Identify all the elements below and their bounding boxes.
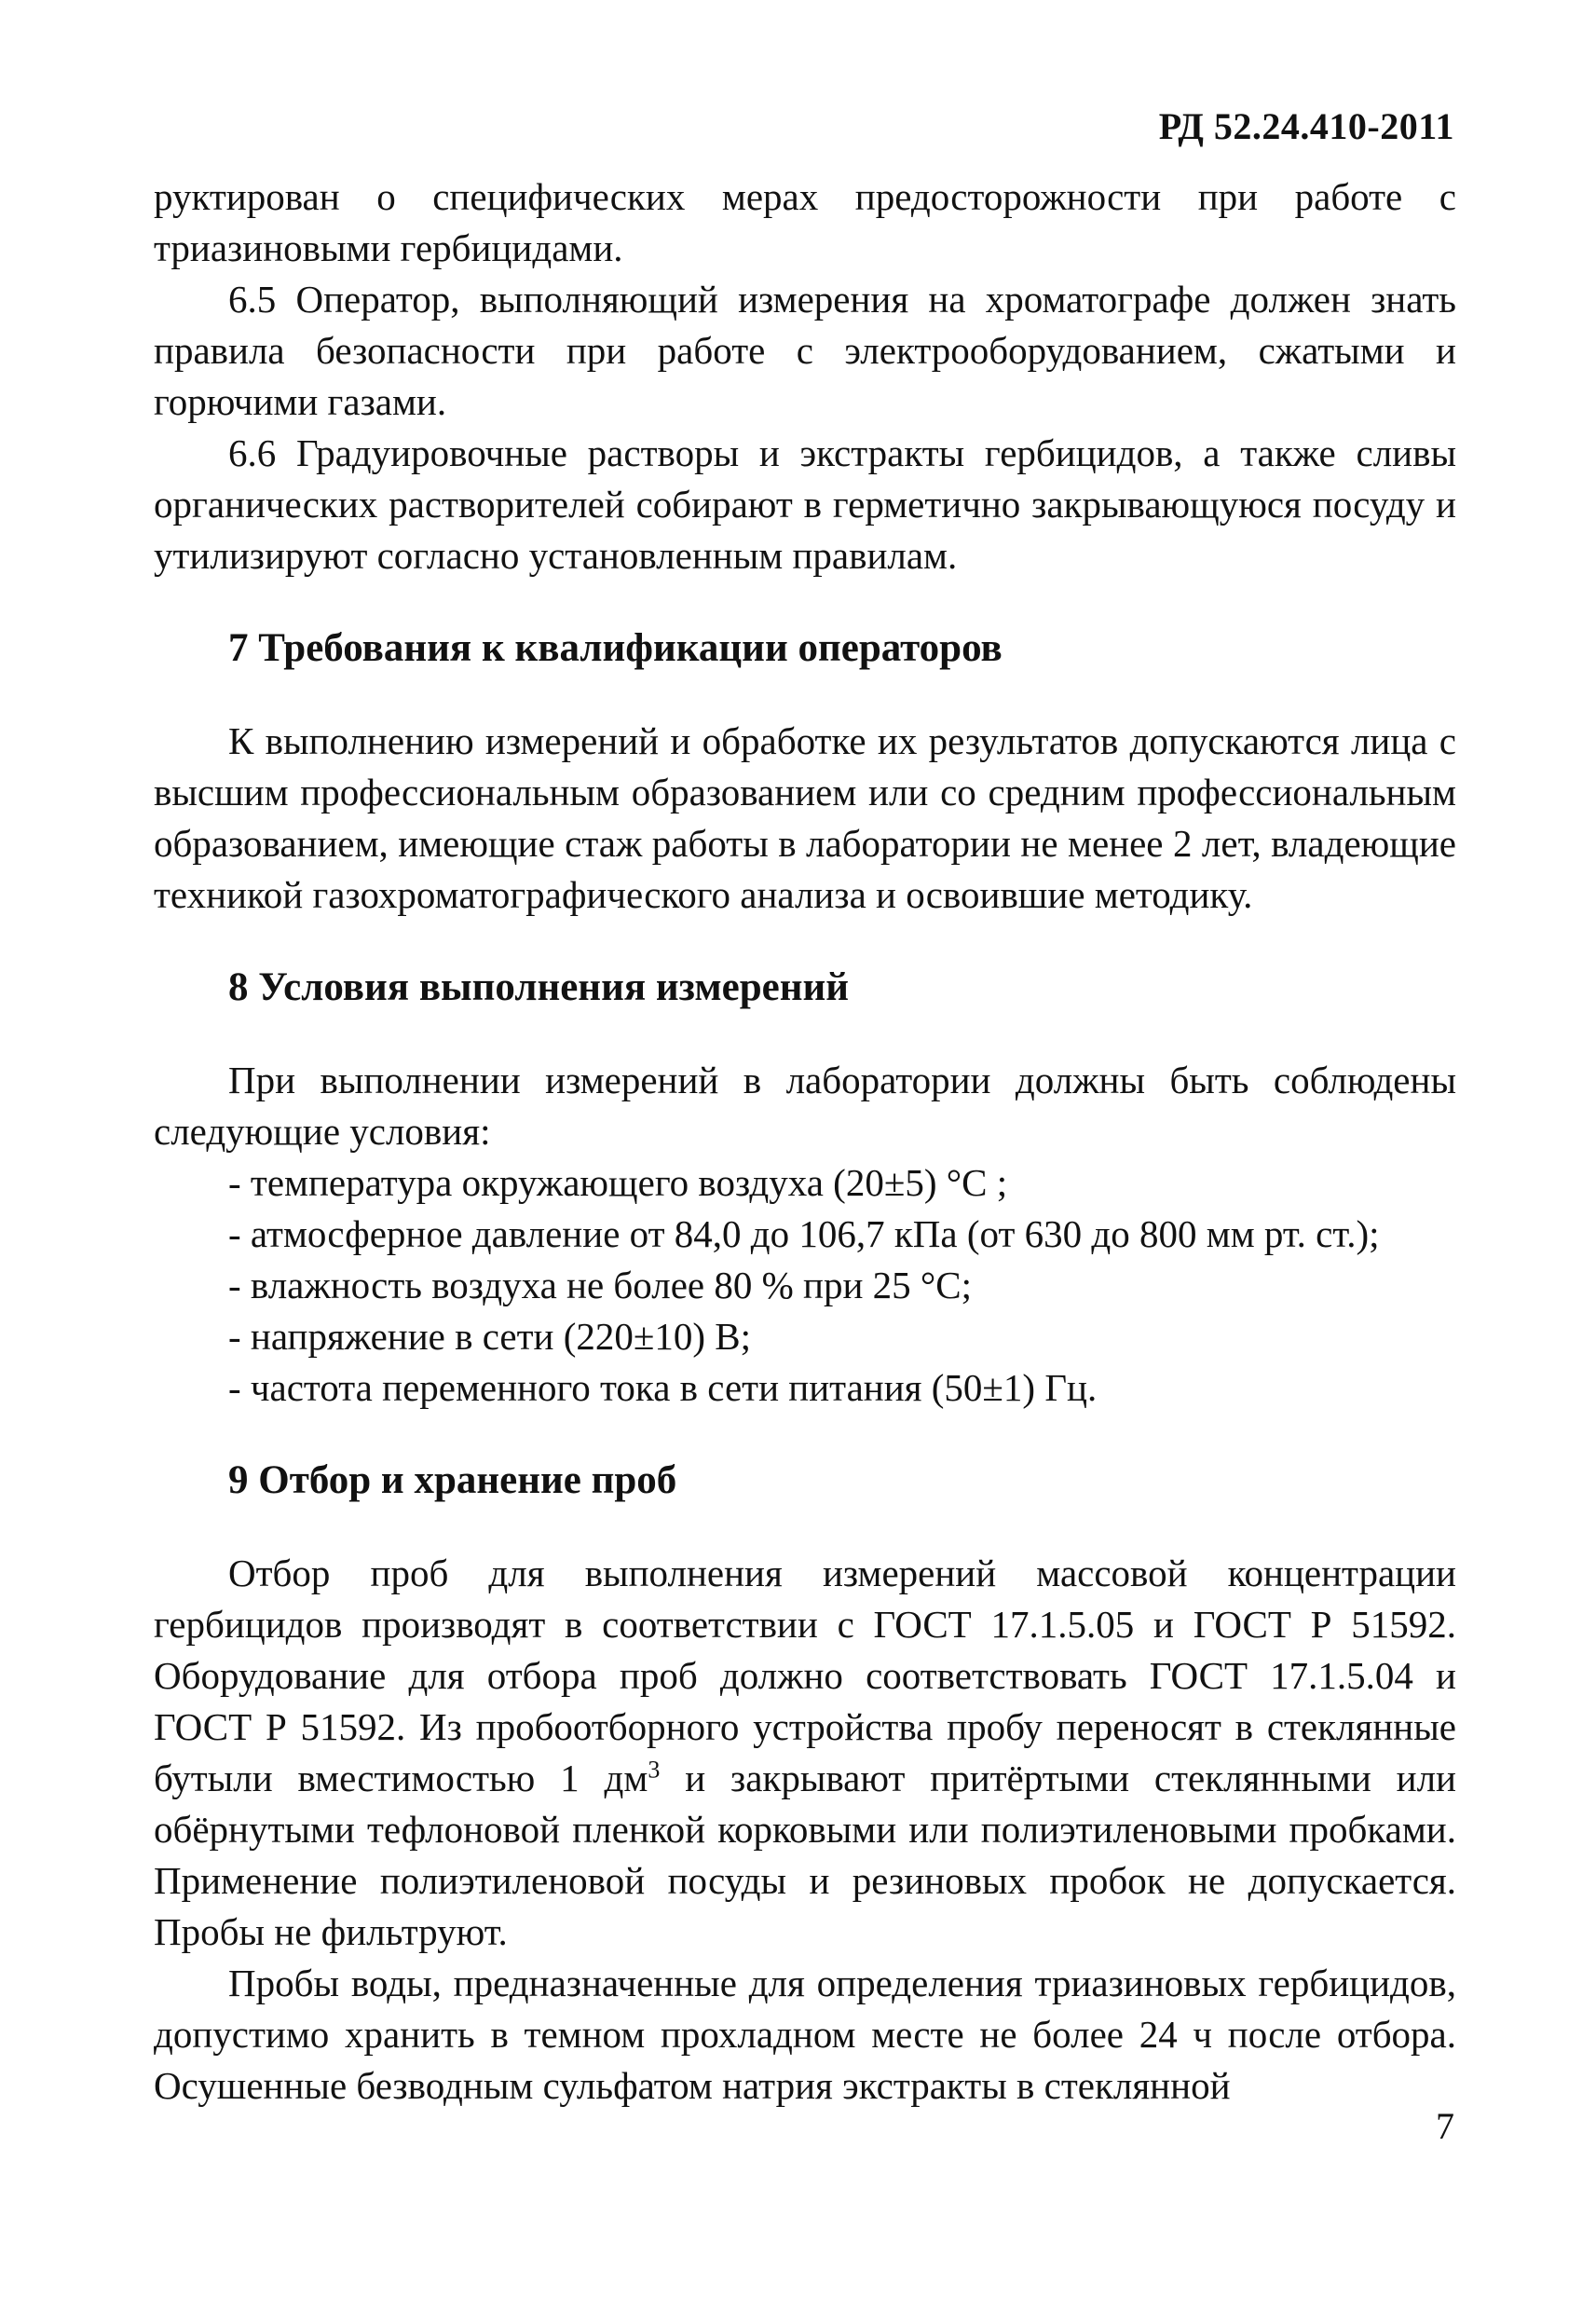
page-number: 7 <box>1436 2105 1454 2147</box>
paragraph-6-5: 6.5 Оператор, выполняющий измерения на хроматографе должен знать правила безопасности при работе с электрооборудованием, сжатыми и горючими газами. <box>154 278 1456 423</box>
paragraph-9-1-part-a: Отбор проб для выполнения измерений массовой концентрации гербицидов производят в соответствии с ГОСТ 17.1.5.05 и ГОСТ Р 51592. Оборудование для отбора проб должно соответствовать ГОСТ 17.1.5.04 и ГОСТ Р 51592. Из пробоотборного устройства пробу переносят в стеклянные бутыли вместимостью 1 дм <box>154 1552 1456 1799</box>
paragraph-9-1 <box>154 1548 1456 1958</box>
section-7-heading: 7 Требования к квалификации операторов <box>228 626 1003 670</box>
list-item: - температура окружающего воздуха (20±5) °С ; <box>228 1161 1008 1204</box>
list-item: - напряжение в сети (220±10) В; <box>228 1315 752 1358</box>
paragraph-7: К выполнению измерений и обработке их результатов допускаются лица с высшим профессиональным образованием или со средним профессиональным образованием, имеющие стаж работы в лаборатории не менее 2 лет, владеющие техникой газохроматографического анализа и освоившие методику. <box>154 719 1456 916</box>
document-body <box>154 171 1456 2112</box>
paragraph-9-1-part-b: и закрывают притёртыми стеклянными или обёрнутыми тефлоновой пленкой корковыми или полиэтиленовыми пробками. Применение полиэтиленовой посуды и резиновых пробок не допускается. Пробы не фильтруют. <box>154 1757 1456 1953</box>
superscript-3: 3 <box>648 1756 661 1784</box>
section-8-heading: 8 Условия выполнения измерений <box>228 965 850 1009</box>
list-item: - атмосферное давление от 84,0 до 106,7 кПа (от 630 до 800 мм рт. ст.); <box>228 1212 1380 1255</box>
document-code: РД 52.24.410-2011 <box>1158 105 1454 147</box>
conditions-list <box>154 1157 1456 1414</box>
section-9-heading: 9 Отбор и хранение проб <box>228 1458 677 1502</box>
paragraph-8: При выполнении измерений в лаборатории должны быть соблюдены следующие условия: <box>154 1059 1456 1153</box>
list-item: - частота переменного тока в сети питания (50±1) Гц. <box>228 1366 1098 1409</box>
paragraph-9-2: Пробы воды, предназначенные для определения триазиновых гербицидов, допустимо хранить в темном прохладном месте не более 24 ч после отбора. Осушенные безводным сульфатом натрия экстракты в стеклянной <box>154 1962 1456 2107</box>
paragraph-6-6: 6.6 Градуировочные растворы и экстракты гербицидов, а также сливы органических растворителей собирают в герметично закрывающуюся посуду и утилизируют согласно установленным правилам. <box>154 431 1456 577</box>
paragraph-continuation: руктирован о специфических мерах предосторожности при работе с триазиновыми гербицидами. <box>154 175 1456 269</box>
list-item: - влажность воздуха не более 80 % при 25 °С; <box>228 1264 973 1306</box>
